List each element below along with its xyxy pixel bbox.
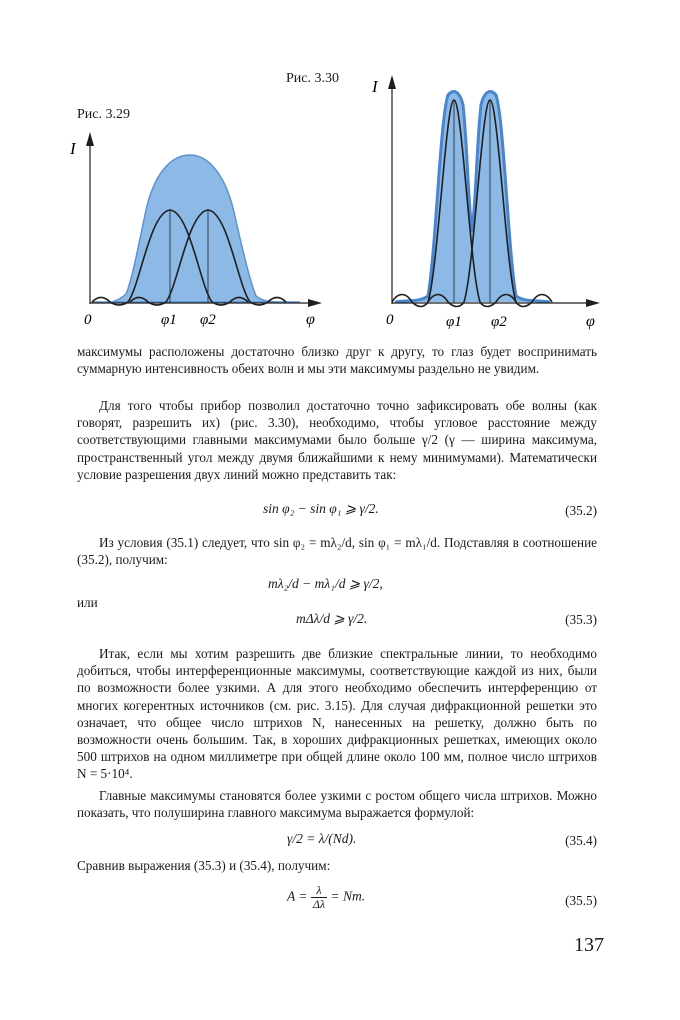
equation-35-2: sin φ₂ − sin φ₁ ⩾ γ/2. xyxy=(263,501,379,516)
fig29-tick-phi2: φ2 xyxy=(200,312,216,328)
eq5-numerator: λ xyxy=(311,884,327,898)
fig29-origin-label: 0 xyxy=(84,312,92,328)
figure-caption-3-29: Рис. 3.29 xyxy=(77,107,130,122)
figure-caption-3-30: Рис. 3.30 xyxy=(286,71,339,86)
paragraph-6: Сравнив выражения (35.3) и (35.4), получим: xyxy=(77,858,331,873)
fig30-x-label: φ xyxy=(586,313,595,330)
figure-3-30 xyxy=(370,68,610,340)
fig29-x-arrow xyxy=(308,299,322,307)
page-number: 137 xyxy=(574,934,604,956)
fig29-y-label: I xyxy=(70,139,76,158)
equation-number-35-4: (35.4) xyxy=(565,833,597,848)
fig30-x-arrow xyxy=(586,299,600,307)
fig29-x-label: φ xyxy=(306,311,315,328)
equation-number-35-5: (35.5) xyxy=(565,893,597,908)
fig30-sum-envelope xyxy=(395,92,550,302)
equation-intermediate: mλ₂/d − mλ₁/d ⩾ γ/2, xyxy=(268,576,383,591)
fig29-y-arrow xyxy=(86,132,94,146)
figure-3-29 xyxy=(70,125,330,340)
paragraph-5: Главные максимумы становятся более узкими с ростом общего числа штрихов. Можно показать, что полуширина главного максимума выражается формулой: xyxy=(77,788,597,821)
paragraph-1: максимумы расположены достаточно близко друг к другу, то глаз будет воспринимать суммарную интенсивность обеих волн и мы эти максимумы раздельно не увидим. xyxy=(77,344,597,377)
equation-35-3: mΔλ/d ⩾ γ/2. xyxy=(296,611,368,626)
fig30-origin-label: 0 xyxy=(386,312,394,328)
word-or: или xyxy=(77,595,98,610)
fig30-tick-phi1: φ1 xyxy=(446,314,462,330)
paragraph-2: Для того чтобы прибор позволил достаточно точно зафиксировать обе волны (как говорят, разрешить их) (рис. 3.30), необходимо, чтобы угловое расстояние между соответствующими главными максимумами было больше γ/2 (γ — ширина максимума, пространственный угол между двумя ближайшими к нему минимумами). Математически условие разрешения двух линий можно представить так: xyxy=(77,398,597,482)
eq5-fraction xyxy=(311,884,327,911)
fig30-tick-phi2: φ2 xyxy=(491,314,507,330)
equation-35-4: γ/2 = λ/(Nd). xyxy=(287,831,357,846)
equation-number-35-2: (35.2) xyxy=(565,503,597,518)
eq5-denominator: Δλ xyxy=(312,897,326,911)
fig30-y-label: I xyxy=(372,77,378,96)
fig29-tick-phi1: φ1 xyxy=(161,312,177,328)
paragraph-4: Итак, если мы хотим разрешить две близкие спектральные линии, то необходимо добиться, чтобы интерференционные максимумы, соответствующие каждой из них, были по возможности более узкими. А для этого необходимо обеспечить интерференцию от многих когерентных источников (см. рис. 3.15). Для случая дифракционной решетки это означает, что общее число штрихов N, нанесенных на решетку, должно быть по возможности очень большим. Так, в хороших дифракционных решетках, имеющих около 500 штрихов на одном миллиметре при общей длине около 100 мм, полное число штрихов N = 5·10⁴. xyxy=(77,646,597,782)
paragraph-3: Из условия (35.1) следует, что sin φ₂ = mλ₂/d, sin φ₁ = mλ₁/d. Подставляя в соотношение (35.2), получим: xyxy=(77,535,597,568)
fig29-sum-envelope xyxy=(92,155,300,302)
fig30-y-arrow xyxy=(388,75,396,89)
equation-number-35-3: (35.3) xyxy=(565,612,597,627)
eq5-rhs: = Nm. xyxy=(330,888,366,904)
equation-35-5 xyxy=(287,884,365,911)
eq5-lhs: A = xyxy=(287,888,308,904)
